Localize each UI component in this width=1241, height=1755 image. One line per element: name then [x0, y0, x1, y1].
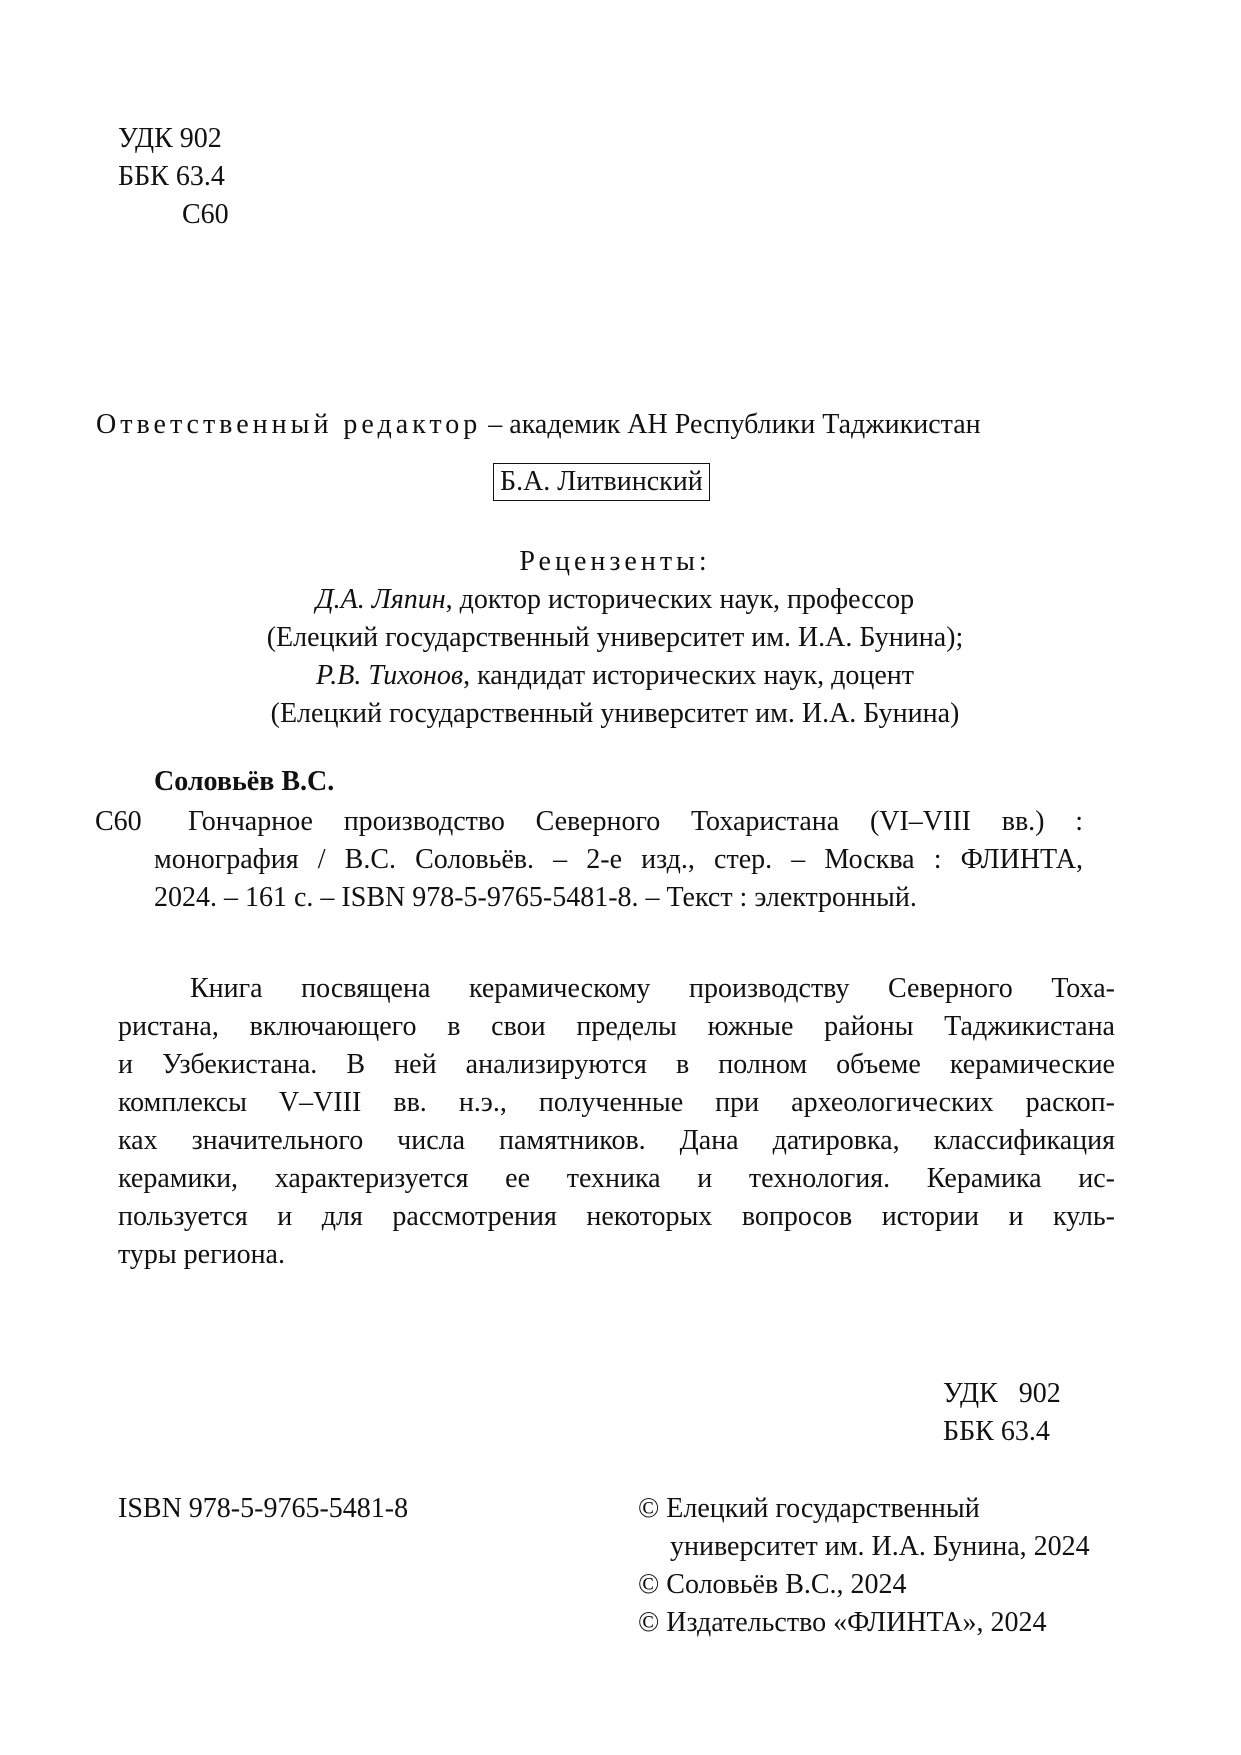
reviewer-2-title: , кандидат исторических наук, доцент [463, 660, 915, 691]
reviewer-2 [200, 657, 1030, 695]
reviewers-heading: Рецензенты: [519, 546, 711, 577]
copyright-1-line-1: © Елецкий государственный [638, 1493, 980, 1524]
annotation-line-7: пользуется и для рассмотрения некоторых вопросов истории и куль- [118, 1201, 1115, 1232]
bbk-code-top: ББК 63.4 [118, 161, 225, 192]
annotation-line-2: ристана, включающего в свои пределы южные районы Таджикистана [118, 1011, 1115, 1042]
editor-name: Б.А. Литвинский [493, 463, 710, 501]
reviewer-1 [200, 581, 1030, 619]
copyright-2: © Соловьёв В.С., 2024 [638, 1569, 907, 1600]
biblio-line-2: монография / В.С. Соловьёв. – 2-е изд., стер. – Москва : ФЛИНТА, [154, 844, 1083, 875]
copyright-3: © Издательство «ФЛИНТА», 2024 [638, 1607, 1047, 1638]
reviewer-2-org: (Елецкий государственный университет им. И.А. Бунина) [270, 698, 960, 729]
annotation-line-6: керамики, характеризуется ее техника и технология. Керамика ис- [118, 1163, 1115, 1194]
udk-code-bottom: УДК 902 [943, 1378, 1061, 1409]
author-mark-top: С60 [182, 199, 229, 230]
editor-line [96, 406, 981, 444]
annotation-line-8: туры региона. [118, 1239, 285, 1270]
copyright-1-line-2: университет им. И.А. Бунина, 2024 [670, 1531, 1090, 1562]
biblio-line-3: 2024. – 161 с. – ISBN 978-5-9765-5481-8. – Текст : электронный. [154, 882, 917, 913]
isbn: ISBN 978-5-9765-5481-8 [118, 1493, 409, 1524]
annotation-line-4: комплексы V–VIII вв. н.э., полученные при археологических раскоп- [118, 1087, 1115, 1118]
reviewer-1-name: Д.А. Ляпин [315, 584, 446, 615]
annotation-line-5: ках значительного числа памятников. Дана датировка, классификация [118, 1125, 1115, 1156]
annotation-line-3: и Узбекистана. В ней анализируются в полном объеме керамические [118, 1049, 1115, 1080]
bbk-code-bottom: ББК 63.4 [943, 1416, 1050, 1447]
biblio-line-1: Гончарное производство Северного Тохаристана (VI–VIII вв.) : [188, 806, 1083, 837]
reviewer-1-org: (Елецкий государственный университет им. И.А. Бунина); [266, 622, 964, 653]
reviewers-block [200, 543, 1030, 733]
biblio-mark: С60 [95, 806, 142, 837]
reviewer-2-name: Р.В. Тихонов [315, 660, 464, 691]
annotation-line-1: Книга посвящена керамическому производству Северного Тоха- [190, 973, 1115, 1004]
udk-code-top: УДК 902 [118, 123, 222, 154]
reviewer-1-title: , доктор исторических наук, профессор [445, 584, 915, 615]
biblio-author: Соловьёв В.С. [154, 766, 335, 797]
editor-role-label: Ответственный редактор [96, 409, 482, 440]
editor-role-rest: – академик АН Республики Таджикистан [481, 409, 981, 440]
